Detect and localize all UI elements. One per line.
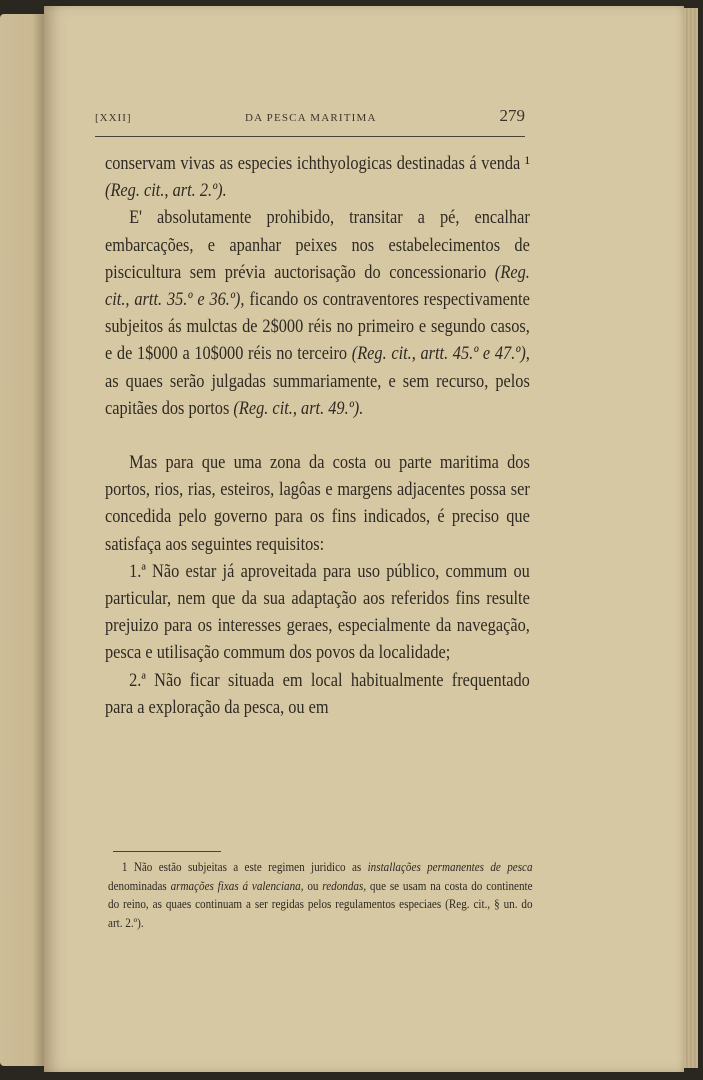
requirement-2: 2.ª Não ficar situada em local habitualmente frequentado para a exploração da pesca, ou em bbox=[105, 669, 530, 718]
paragraph-1-text: conservam vivas as especies ichthyologicas destinadas á venda ¹ bbox=[105, 153, 530, 174]
paragraph-2-text-2: ficando os contraventores respectivamente subjeitos ás mulctas de 2$000 réis no primeiro e segundo casos, e de 1$000 a 10$000 réis no terceiro bbox=[105, 289, 530, 365]
paragraph-2-reference-2: (Reg. cit., artt. 45.º e 47.º), bbox=[351, 343, 530, 365]
header-rule bbox=[95, 136, 525, 137]
paragraph-2-reference-3: (Reg. cit., art. 49.º). bbox=[233, 397, 364, 419]
footnote-part-e: ou bbox=[303, 878, 323, 893]
footnote-part-f: redondas, bbox=[322, 878, 367, 893]
paragraph-1-reference: (Reg. cit., art. 2.º). bbox=[105, 180, 227, 202]
paragraph-2 bbox=[105, 204, 530, 422]
footnote-part-b: installações permanentes de pesca bbox=[367, 860, 533, 874]
running-header bbox=[95, 106, 525, 128]
body-text bbox=[105, 150, 530, 721]
paragraph-2-reference-1: (Reg. cit., artt. 35.º e 36.º), bbox=[105, 261, 530, 311]
running-title: DA PESCA MARITIMA bbox=[245, 112, 377, 124]
requirement-1: 1.ª Não estar já aproveitada para uso público, commum ou particular, nem que da sua adaptação aos referidos fins resulte prejuizo para os interesses geraes, especialmente da navegação, pesca e utilisação commum dos povos da localidade; bbox=[105, 560, 530, 664]
footnote-part-a: 1 Não estão subjeitas a este regimen juridico as bbox=[121, 860, 368, 874]
facing-page-edge bbox=[0, 14, 46, 1066]
footnote-part-g: que se usam na costa do continente do reino, as quaes continuam a ser regidas pelos regulamentos especiaes (Reg. cit., § un. do art. 2.º). bbox=[108, 878, 533, 930]
paragraph-1 bbox=[105, 150, 530, 204]
page-stack-edge bbox=[684, 8, 698, 1068]
footnote-text bbox=[108, 858, 533, 932]
footnote-part-d: armações fixas á valenciana, bbox=[170, 878, 304, 893]
footnote bbox=[108, 858, 533, 932]
page-number: 279 bbox=[499, 106, 525, 125]
paragraph-gap bbox=[105, 422, 530, 449]
paragraph-2-text-3: as quaes serão julgadas summariamente, e sem recurso, pelos capitães dos portos bbox=[105, 370, 530, 419]
paragraph-2-text-1: E' absolutamente prohibido, transitar a pé, encalhar embarcações, e apanhar peixes nos estabelecimentos de piscicultura sem prévia auctorisação do concessionario bbox=[105, 207, 530, 283]
section-marker: [XXII] bbox=[95, 112, 132, 124]
paragraph-3: Mas para que uma zona da costa ou parte maritima dos portos, rios, rias, esteiros, lagôas e margens adjacentes possa ser concedida pelo governo para os fins indicados, é preciso que satisfaça aos seguintes requisitos: bbox=[105, 452, 530, 555]
footnote-rule bbox=[113, 851, 221, 852]
footnote-part-c: denominadas bbox=[108, 878, 171, 893]
